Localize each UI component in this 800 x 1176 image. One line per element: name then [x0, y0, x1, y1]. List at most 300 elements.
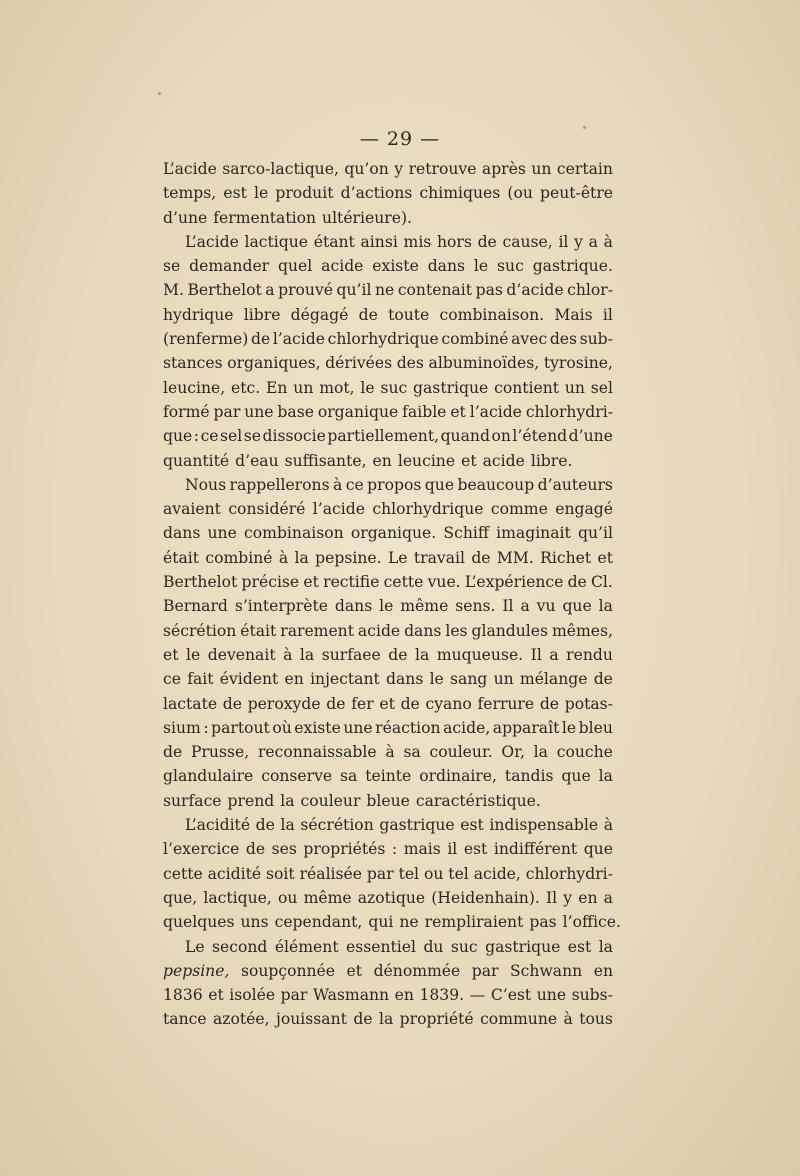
word: lactique, [203, 888, 272, 907]
word: de [353, 1010, 373, 1029]
word: rectifie [323, 573, 380, 592]
word: albuminoïdes, [428, 354, 540, 373]
word: l’office. [562, 913, 621, 932]
word: bleu [578, 718, 613, 737]
word: sécrétion [300, 816, 374, 835]
word: prouvé [278, 281, 334, 300]
word: partout [211, 718, 270, 737]
word: de [388, 645, 408, 664]
text-line [163, 837, 613, 861]
word: potas- [564, 694, 613, 713]
word: faible [402, 402, 447, 421]
word: gastrique [379, 816, 455, 835]
word: l’acide [312, 500, 365, 519]
word: en [372, 451, 392, 470]
word: ses [271, 840, 297, 859]
word: peut-être [540, 184, 613, 203]
text-line [163, 594, 613, 618]
word: dénommée [373, 961, 461, 980]
word: la [299, 645, 315, 664]
word: acidité [207, 864, 262, 883]
word: sium [163, 718, 201, 737]
word: libre [243, 305, 281, 324]
word: (ou [507, 184, 533, 203]
word: d’une [163, 208, 208, 227]
word: se [243, 427, 262, 446]
word: existe [294, 718, 341, 737]
word: rendu [566, 645, 613, 664]
word: acide [321, 257, 364, 276]
text-line [163, 813, 613, 837]
word: que [562, 597, 592, 616]
word: pepsine. [315, 548, 382, 567]
word: vue. [427, 573, 461, 592]
word: toute [388, 305, 430, 324]
word: il [558, 232, 569, 251]
word: tyrosine, [543, 354, 613, 373]
word: tous [579, 1010, 613, 1029]
word: sécrétion [163, 621, 237, 640]
word: d’auteurs [537, 475, 613, 494]
word: partiellement, [327, 427, 440, 446]
word: a [549, 645, 559, 664]
word: chlorhydri- [525, 864, 613, 883]
word: d’acide [506, 281, 564, 300]
text-line [163, 497, 613, 521]
text-line [163, 910, 621, 934]
word: glandulaire [163, 767, 254, 786]
word: jouissant [276, 1010, 347, 1029]
word: y [574, 232, 583, 251]
word: même [303, 888, 352, 907]
word: quand [440, 427, 490, 446]
word: de [250, 330, 271, 349]
word: dans [404, 621, 442, 640]
word: soupçonnée [240, 961, 336, 980]
word: que [561, 767, 591, 786]
word: après [481, 160, 526, 178]
word: combiné [205, 548, 273, 567]
paper-speck [583, 126, 586, 129]
word: propos [367, 475, 422, 494]
text-line [163, 886, 613, 910]
word: cette [163, 864, 203, 883]
word: à [563, 1010, 573, 1029]
word: : [193, 427, 200, 446]
word: d’actions [340, 184, 413, 203]
word: le [473, 257, 489, 276]
word: cause, [502, 232, 553, 251]
word: quel [278, 257, 313, 276]
word: par [213, 402, 241, 421]
word: base [277, 402, 314, 421]
word: la [598, 937, 613, 956]
word: Or, [501, 743, 525, 762]
text-line [163, 473, 613, 497]
text-line [163, 983, 613, 1007]
text-line [163, 667, 613, 691]
word: suffisante, [284, 451, 367, 470]
word: organiques, [227, 354, 321, 373]
word: bleue [366, 791, 410, 810]
word: d’une [568, 427, 613, 446]
word: une [207, 524, 237, 543]
word: cette [383, 573, 424, 592]
word: l’acide [469, 402, 522, 421]
word: le [254, 184, 269, 203]
word: 1839. [419, 986, 465, 1005]
word: indifférent [493, 840, 578, 859]
word: était [240, 621, 277, 640]
word: considéré [228, 500, 306, 519]
word: où [272, 718, 292, 737]
word: (Heidenhain). [431, 888, 540, 907]
word: le [360, 378, 375, 397]
word: : [391, 840, 398, 859]
word: des [396, 354, 424, 373]
word: combiné [441, 330, 509, 349]
word: la [294, 548, 309, 567]
word: tandis [504, 767, 554, 786]
word: (renferme) [163, 330, 249, 349]
word: tel [448, 864, 469, 883]
word: à [385, 743, 395, 762]
word: par [280, 986, 308, 1005]
word: et [379, 694, 395, 713]
text-line [163, 449, 613, 473]
word: sub- [579, 330, 613, 349]
word: dans [427, 257, 466, 276]
word: contenait [397, 281, 473, 300]
word: acide [357, 621, 401, 640]
word: suc [380, 378, 408, 397]
word: couleur. [429, 743, 493, 762]
word: dans [386, 670, 424, 689]
word: ordinaire, [419, 767, 497, 786]
word: qui [368, 913, 394, 932]
word: réaction [375, 718, 441, 737]
word: libre. [530, 451, 573, 470]
word: sens. [455, 597, 496, 616]
word: organique. [350, 524, 437, 543]
word: d’eau [235, 451, 279, 470]
word: par [366, 864, 394, 883]
body-text [163, 157, 621, 1032]
word: muqueuse. [436, 645, 524, 664]
word: gastrique [413, 378, 489, 397]
word: et [208, 986, 224, 1005]
text-line [163, 764, 613, 788]
word: évident [219, 670, 279, 689]
word: mis [403, 232, 432, 251]
word: il [602, 305, 613, 324]
word: un [293, 378, 314, 397]
word: de [255, 816, 275, 835]
word: mot, [319, 378, 355, 397]
word: et [597, 548, 613, 567]
word: à [603, 816, 613, 835]
word: a [520, 597, 530, 616]
word: de [567, 573, 587, 592]
text-line [163, 935, 613, 959]
word: Le [185, 937, 205, 956]
word: ferrure [477, 694, 535, 713]
word: quantité [163, 451, 230, 470]
text-line [163, 254, 613, 278]
word: L’acide [185, 232, 239, 251]
word: Bernard [163, 597, 228, 616]
text-line [163, 181, 613, 205]
word: indispensable [489, 816, 599, 835]
text-line [163, 716, 613, 740]
word: qu’il [336, 281, 372, 300]
word: y [563, 888, 573, 907]
text-line [163, 230, 613, 254]
word: y [394, 160, 404, 178]
text-line [163, 400, 613, 424]
text-line [163, 643, 613, 667]
word: conserve [261, 767, 333, 786]
word: de [358, 305, 378, 324]
word: dans [163, 524, 201, 543]
word: devenait [207, 645, 276, 664]
word: de [222, 694, 242, 713]
word: reconnaissable [257, 743, 377, 762]
word: stances [163, 354, 223, 373]
word: acide, [473, 864, 521, 883]
word: réalisée [299, 864, 363, 883]
word: L’acide [163, 160, 217, 178]
page-number: — 29 — [359, 128, 441, 150]
word: mêmes, [551, 621, 613, 640]
word: une [244, 402, 274, 421]
word: M. [163, 281, 184, 300]
word: les [445, 621, 468, 640]
word: Il [530, 645, 542, 664]
word: : [203, 718, 209, 737]
word: un [531, 160, 552, 178]
word: gastrique [485, 937, 561, 956]
word: peroxyde [247, 694, 321, 713]
word: rempliraient [424, 913, 524, 932]
text-line [163, 692, 613, 716]
word: est [463, 840, 488, 859]
word: fait [187, 670, 214, 689]
word: et [346, 961, 363, 980]
word: formé [163, 402, 210, 421]
word: sel [590, 378, 613, 397]
word: Il [502, 597, 514, 616]
word: second [212, 937, 268, 956]
word: dérivées [325, 354, 393, 373]
word: est [567, 937, 592, 956]
paper-speck [158, 92, 161, 95]
word: L’acidité [185, 816, 251, 835]
word: l’exercice [163, 840, 240, 859]
text-line [163, 862, 613, 886]
word: Prusse, [190, 743, 250, 762]
word: C’est [490, 986, 532, 1005]
word: comme [490, 500, 548, 519]
word: beaucoup [457, 475, 535, 494]
word: la [598, 767, 613, 786]
word: En [266, 378, 288, 397]
word: suc [450, 937, 478, 956]
word: précise [241, 573, 300, 592]
word: — [469, 986, 486, 1005]
word: retrouve [408, 160, 477, 178]
word: la [598, 597, 613, 616]
word: subs- [571, 986, 613, 1005]
word: chlor- [567, 281, 613, 300]
word: a [265, 281, 275, 300]
word: essentiel [346, 937, 417, 956]
word: avec [511, 330, 548, 349]
word: Richet [540, 548, 592, 567]
word: ce [200, 427, 219, 446]
word: uns [240, 913, 269, 932]
word: dégagé [290, 305, 349, 324]
word: combinaison. [439, 305, 545, 324]
word: hydrique [163, 305, 234, 324]
word: de [539, 694, 560, 713]
word: qu’on [344, 160, 389, 178]
word: leucine, [163, 378, 226, 397]
text-line [163, 424, 613, 448]
word: sa [340, 767, 358, 786]
word: quelques [163, 913, 235, 932]
word: surface [163, 791, 222, 810]
text-line [163, 521, 613, 545]
word: tel [398, 864, 420, 883]
word: chlorhydrique [327, 330, 439, 349]
word: des [549, 330, 578, 349]
text-line [163, 206, 613, 230]
word: Nous [185, 475, 227, 494]
word: leucine [397, 451, 456, 470]
word: ou [423, 864, 444, 883]
word: temps, [163, 184, 217, 203]
text-line [163, 789, 613, 813]
word: cyano [425, 694, 472, 713]
word: Wasmann [312, 986, 390, 1005]
word: que, [163, 888, 198, 907]
word: il [447, 840, 458, 859]
word: une [343, 718, 373, 737]
word: organique [317, 402, 399, 421]
word: fer [351, 694, 374, 713]
word: en [578, 888, 598, 907]
word: du [423, 937, 444, 956]
word: isolée [229, 986, 276, 1005]
word: Schwann [510, 961, 583, 980]
word: est [223, 184, 247, 203]
word: existe [372, 257, 419, 276]
text-line [163, 619, 613, 643]
text-line [163, 351, 613, 375]
word: par [471, 961, 499, 980]
word: dissocie [262, 427, 326, 446]
word: sel [220, 427, 243, 446]
word: pas [529, 913, 557, 932]
word: azotique [357, 888, 426, 907]
word: s’interprète [234, 597, 328, 616]
word: ou [277, 888, 298, 907]
word: commune [480, 1010, 558, 1029]
word: caractéristique. [415, 791, 541, 810]
word: a [588, 232, 598, 251]
word: de [593, 670, 613, 689]
word: sang [450, 670, 488, 689]
word: fermentation [213, 208, 317, 227]
word: de [400, 694, 420, 713]
word: Il [546, 888, 558, 907]
word: la [280, 816, 295, 835]
word: teinte [365, 767, 412, 786]
word: azotée, [213, 1010, 270, 1029]
word: et [163, 645, 179, 664]
word: acide, [443, 718, 491, 737]
word: et [303, 573, 319, 592]
word: à [603, 232, 613, 251]
text-line [163, 570, 613, 594]
word: combinaison [244, 524, 344, 543]
word: glandules [471, 621, 549, 640]
word: l’acide [272, 330, 325, 349]
text-line [163, 303, 613, 327]
word: élément [274, 937, 339, 956]
word: à [283, 645, 293, 664]
word: le [379, 597, 394, 616]
word: prend [227, 791, 275, 810]
word: un [564, 378, 585, 397]
word: suc [497, 257, 524, 276]
word: de [326, 694, 346, 713]
word: MM. [496, 548, 534, 567]
word: ainsi [360, 232, 398, 251]
word: chlorhydrique [372, 500, 484, 519]
word: en [593, 961, 613, 980]
word: la [533, 743, 548, 762]
word: sa [403, 743, 421, 762]
word: gastrique. [532, 257, 613, 276]
word: contient [494, 378, 560, 397]
word: et [461, 451, 477, 470]
text-line [163, 740, 613, 764]
word: Cl. [591, 573, 613, 592]
word: de [471, 548, 491, 567]
text-line [163, 157, 613, 181]
word: de [163, 743, 183, 762]
text-line [163, 376, 613, 400]
word: hors [437, 232, 472, 251]
word: Berthelot [163, 573, 238, 592]
word: qu’il [577, 524, 613, 543]
word: 1836 [163, 986, 203, 1005]
word: à [278, 548, 289, 567]
word: à [333, 475, 343, 494]
word: couleur [300, 791, 361, 810]
word: Schiff [443, 524, 489, 543]
word: L’expérience [464, 573, 564, 592]
word: sarco-lactique, [222, 160, 339, 178]
word: est [460, 816, 484, 835]
word: apparaît [492, 718, 560, 737]
word: que [583, 840, 613, 859]
text-line [163, 1007, 613, 1031]
word: ne [399, 913, 419, 932]
word: chlorhydri- [525, 402, 613, 421]
